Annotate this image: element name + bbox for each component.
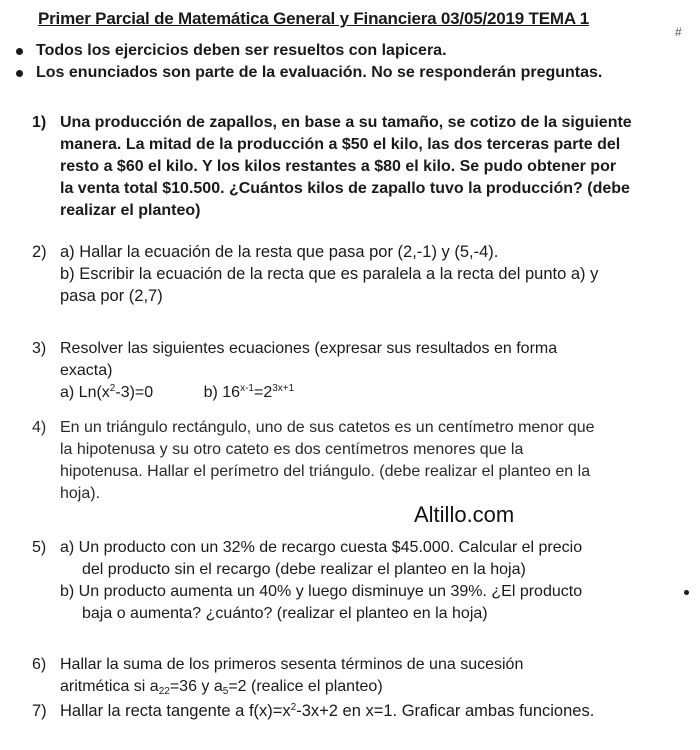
question-line: manera. La mitad de la producción a $50 el kilo, las dos terceras parte del — [60, 136, 621, 153]
question-3 — [32, 338, 692, 404]
question-number: 5) — [32, 539, 47, 556]
question-line: aritmética si $a_{22}=36$ y $a_5=2$ (realice el planteo) — [60, 678, 383, 697]
question-1 — [32, 112, 692, 222]
question-number: 1) — [32, 114, 47, 131]
equation-a: a) $Ln(x^2-3)=0$ — [60, 383, 154, 401]
question-line: Resolver las siguientes ecuaciones (expresar sus resultados en forma — [60, 340, 558, 357]
instruction-item — [14, 62, 674, 84]
question-line: realizar el planteo) — [60, 202, 201, 219]
question-line: hoja). — [60, 485, 101, 502]
question-line: la venta total $10.500. ¿Cuántos kilos de zapallo tuvo la producción? (debe — [60, 180, 630, 197]
exam-title: Primer Parcial de Matemática General y Financiera 03/05/2019 TEMA 1 — [38, 9, 590, 28]
question-line: En un triángulo rectángulo, uno de sus catetos es un centímetro menor que — [60, 419, 595, 436]
corner-mark: # — [675, 25, 682, 39]
watermark-text: Altillo.com — [414, 502, 515, 527]
instruction-text: Los enunciados son parte de la evaluación. No se responderán preguntas. — [36, 64, 603, 81]
question-line: a) Un producto con un 32% de recargo cuesta $45.000. Calcular el precio — [60, 539, 583, 556]
question-line: Hallar la suma de los primeros sesenta términos de una sucesión — [60, 656, 524, 673]
question-line: resto a $60 el kilo. Y los kilos restantes a $80 el kilo. Se pudo obtener por — [60, 158, 617, 175]
question-line: a) Hallar la ecuación de la resta que pasa por (2,-1) y (5,-4). — [60, 243, 499, 261]
question-line: la hipotenusa y su otro cateto es dos centímetros menores que la — [60, 441, 524, 458]
question-line: b) Un producto aumenta un 40% y luego disminuye un 39%. ¿El producto — [60, 583, 583, 600]
question-number: 7) — [32, 702, 47, 720]
question-6 — [32, 654, 692, 698]
question-number: 4) — [32, 419, 47, 436]
question-5 — [32, 537, 692, 625]
instruction-text: Todos los ejercicios deben ser resueltos con lapicera. — [36, 42, 447, 59]
stray-dot-icon — [684, 590, 689, 595]
question-line: Hallar la recta tangente a $f(x)=x^2-3x+2$ en x=1. Graficar ambas funciones. — [60, 702, 595, 720]
question-number: 6) — [32, 656, 47, 673]
question-number: 3) — [32, 340, 47, 357]
question-line: b) Escribir la ecuación de la recta que es paralela a la recta del punto a) y — [60, 265, 599, 283]
question-line: hipotenusa. Hallar el perímetro del triángulo. (debe realizar el planteo en la — [60, 463, 591, 480]
question-2 — [32, 241, 692, 307]
question-line: exacta) — [60, 362, 113, 379]
equation-b: b) $16^{x-1}=2^{3x+1}$ — [203, 383, 295, 401]
instructions-list — [14, 40, 674, 84]
question-line: pasa por (2,7) — [60, 287, 163, 305]
instruction-item — [14, 40, 674, 62]
bullet-icon — [16, 48, 23, 55]
bullet-icon — [16, 70, 23, 77]
question-line: Una producción de zapallos, en base a su tamaño, se cotizo de la siguiente — [60, 114, 632, 131]
equations-line — [60, 382, 692, 404]
question-7 — [32, 700, 692, 722]
question-line: del producto sin el recargo (debe realizar el planteo en la hoja) — [82, 561, 526, 578]
question-number: 2) — [32, 243, 47, 261]
question-4 — [32, 417, 692, 505]
question-line: baja o aumenta? ¿cuánto? (realizar el planteo en la hoja) — [82, 605, 488, 622]
